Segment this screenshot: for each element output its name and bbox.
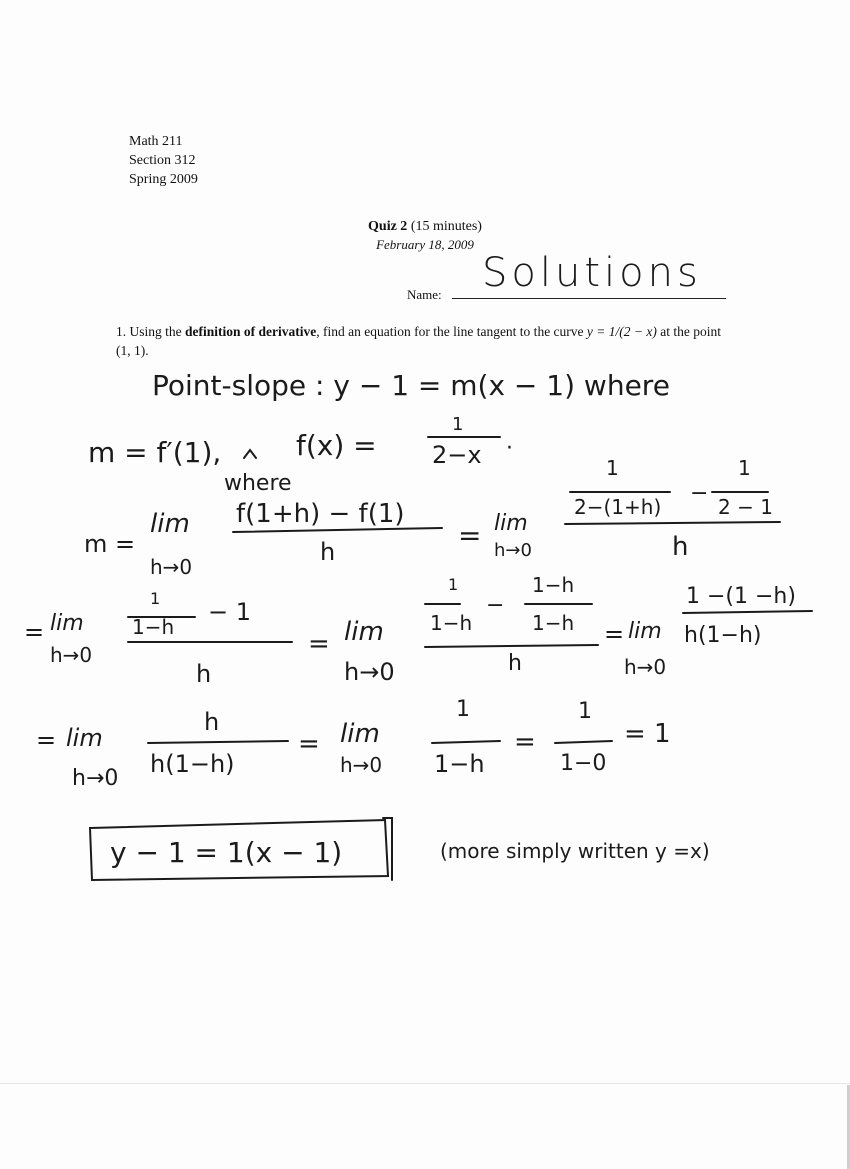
question-curve: y = 1/(2 − x) <box>586 324 657 339</box>
work-line-4-b-den2: 1−h <box>532 611 575 635</box>
work-line-4-hto0: h→0 <box>50 643 93 667</box>
answer-equation: y − 1 = 1(x − 1) <box>110 836 343 869</box>
work-line-3-lim2: lim <box>494 511 528 536</box>
work-line-2-dot: · <box>506 436 513 461</box>
work-line-3-rhs-num-b: 1 <box>738 456 751 480</box>
work-line-3-num: f(1+h) − f(1) <box>236 499 405 529</box>
work-line-3-hto0: h→0 <box>150 555 193 579</box>
work-line-5-b-den: 1−h <box>434 750 485 778</box>
quiz-date: February 18, 2009 <box>376 237 474 252</box>
work-line-3-minus: − <box>690 481 709 506</box>
work-line-4-lim: lim <box>50 611 84 636</box>
work-line-4-a-den: h <box>196 660 212 688</box>
work-line-3-lim: lim <box>150 509 190 539</box>
work-line-1: Point-slope : y − 1 = m(x − 1) where <box>152 369 670 402</box>
question-text-after: , find an equation for the line tangent to the curve <box>316 324 584 339</box>
work-line-4-lim3: lim <box>628 619 662 644</box>
work-line-2-den: 2−x <box>432 441 482 469</box>
work-line-2a: m = f′(1), <box>88 436 222 469</box>
work-line-3-hto0-2: h→0 <box>494 540 532 561</box>
work-line-3-den: h <box>320 538 336 566</box>
work-line-4-hto0-2: h→0 <box>344 658 395 686</box>
answer-note: (more simply written y =x) <box>440 839 710 863</box>
name-label: Name: <box>407 287 442 302</box>
course-term: Spring 2009 <box>129 172 198 187</box>
work-line-5-eq2: = <box>514 727 536 757</box>
work-line-5-result: = 1 <box>624 719 671 749</box>
question-number: 1. <box>116 324 127 339</box>
scan-bottom-edge <box>0 1083 850 1084</box>
work-line-4-b-num2: 1−h <box>532 573 575 597</box>
work-line-5-c-num: 1 <box>578 699 592 724</box>
work-line-4-prefix: = <box>24 618 45 646</box>
work-line-3-m: m = <box>84 530 136 558</box>
work-line-3-rhs-den-b: 2 − 1 <box>718 495 773 519</box>
work-line-5-a-den: h(1−h) <box>150 750 235 778</box>
quiz-title-bold: Quiz 2 <box>368 219 408 234</box>
work-line-5-c-den: 1−0 <box>560 751 607 776</box>
question-emphasis: definition of derivative <box>185 324 317 339</box>
work-line-5-eq1: = <box>298 729 320 759</box>
work-line-5-hto0-2: h→0 <box>340 753 383 777</box>
course-name: Math 211 <box>129 134 183 149</box>
work-line-4-b-minus: − <box>486 593 505 618</box>
work-line-4-a-inner-den: 1−h <box>132 615 175 639</box>
work-line-4-b-num1: 1 <box>448 575 459 594</box>
work-line-4-a-minus1: − 1 <box>208 598 252 626</box>
work-line-5-prefix: = <box>36 726 57 754</box>
work-line-2b: f(x) = <box>296 429 377 462</box>
work-line-3-rhs-den: h <box>672 532 689 562</box>
question-point: at the point (1, 1). <box>116 324 721 358</box>
work-line-4-hto0-3: h→0 <box>624 655 667 679</box>
work-line-5-b-num: 1 <box>456 697 470 722</box>
work-line-4-b-den: h <box>508 651 522 676</box>
work-line-3-eq: = <box>458 519 482 552</box>
work-line-4-c-den: h(1−h) <box>684 623 762 648</box>
work-line-4-lim2: lim <box>344 617 384 647</box>
work-line-5-lim: lim <box>66 724 103 752</box>
work-line-5-hto0: h→0 <box>72 766 119 791</box>
work-line-5-lim2: lim <box>340 719 380 749</box>
work-line-2-num: 1 <box>452 414 464 435</box>
work-line-4-c-num: 1 −(1 −h) <box>686 584 796 609</box>
work-line-4-a-inner-num: 1 <box>150 589 161 608</box>
work-line-4-eq2: = <box>604 620 625 648</box>
work-line-4-b-den1: 1−h <box>430 611 473 635</box>
question-text-before: Using the <box>129 324 182 339</box>
work-line-3-rhs-den-a: 2−(1+h) <box>574 495 662 519</box>
quiz-title-duration: (15 minutes) <box>410 219 482 234</box>
work-caret-note: where <box>224 471 292 496</box>
work-line-5-a-num: h <box>204 708 220 736</box>
name-value: Solutions <box>482 250 702 296</box>
work-line-3-rhs-num-a: 1 <box>606 456 619 480</box>
course-section: Section 312 <box>129 153 196 168</box>
work-line-4-eq1: = <box>308 629 330 659</box>
